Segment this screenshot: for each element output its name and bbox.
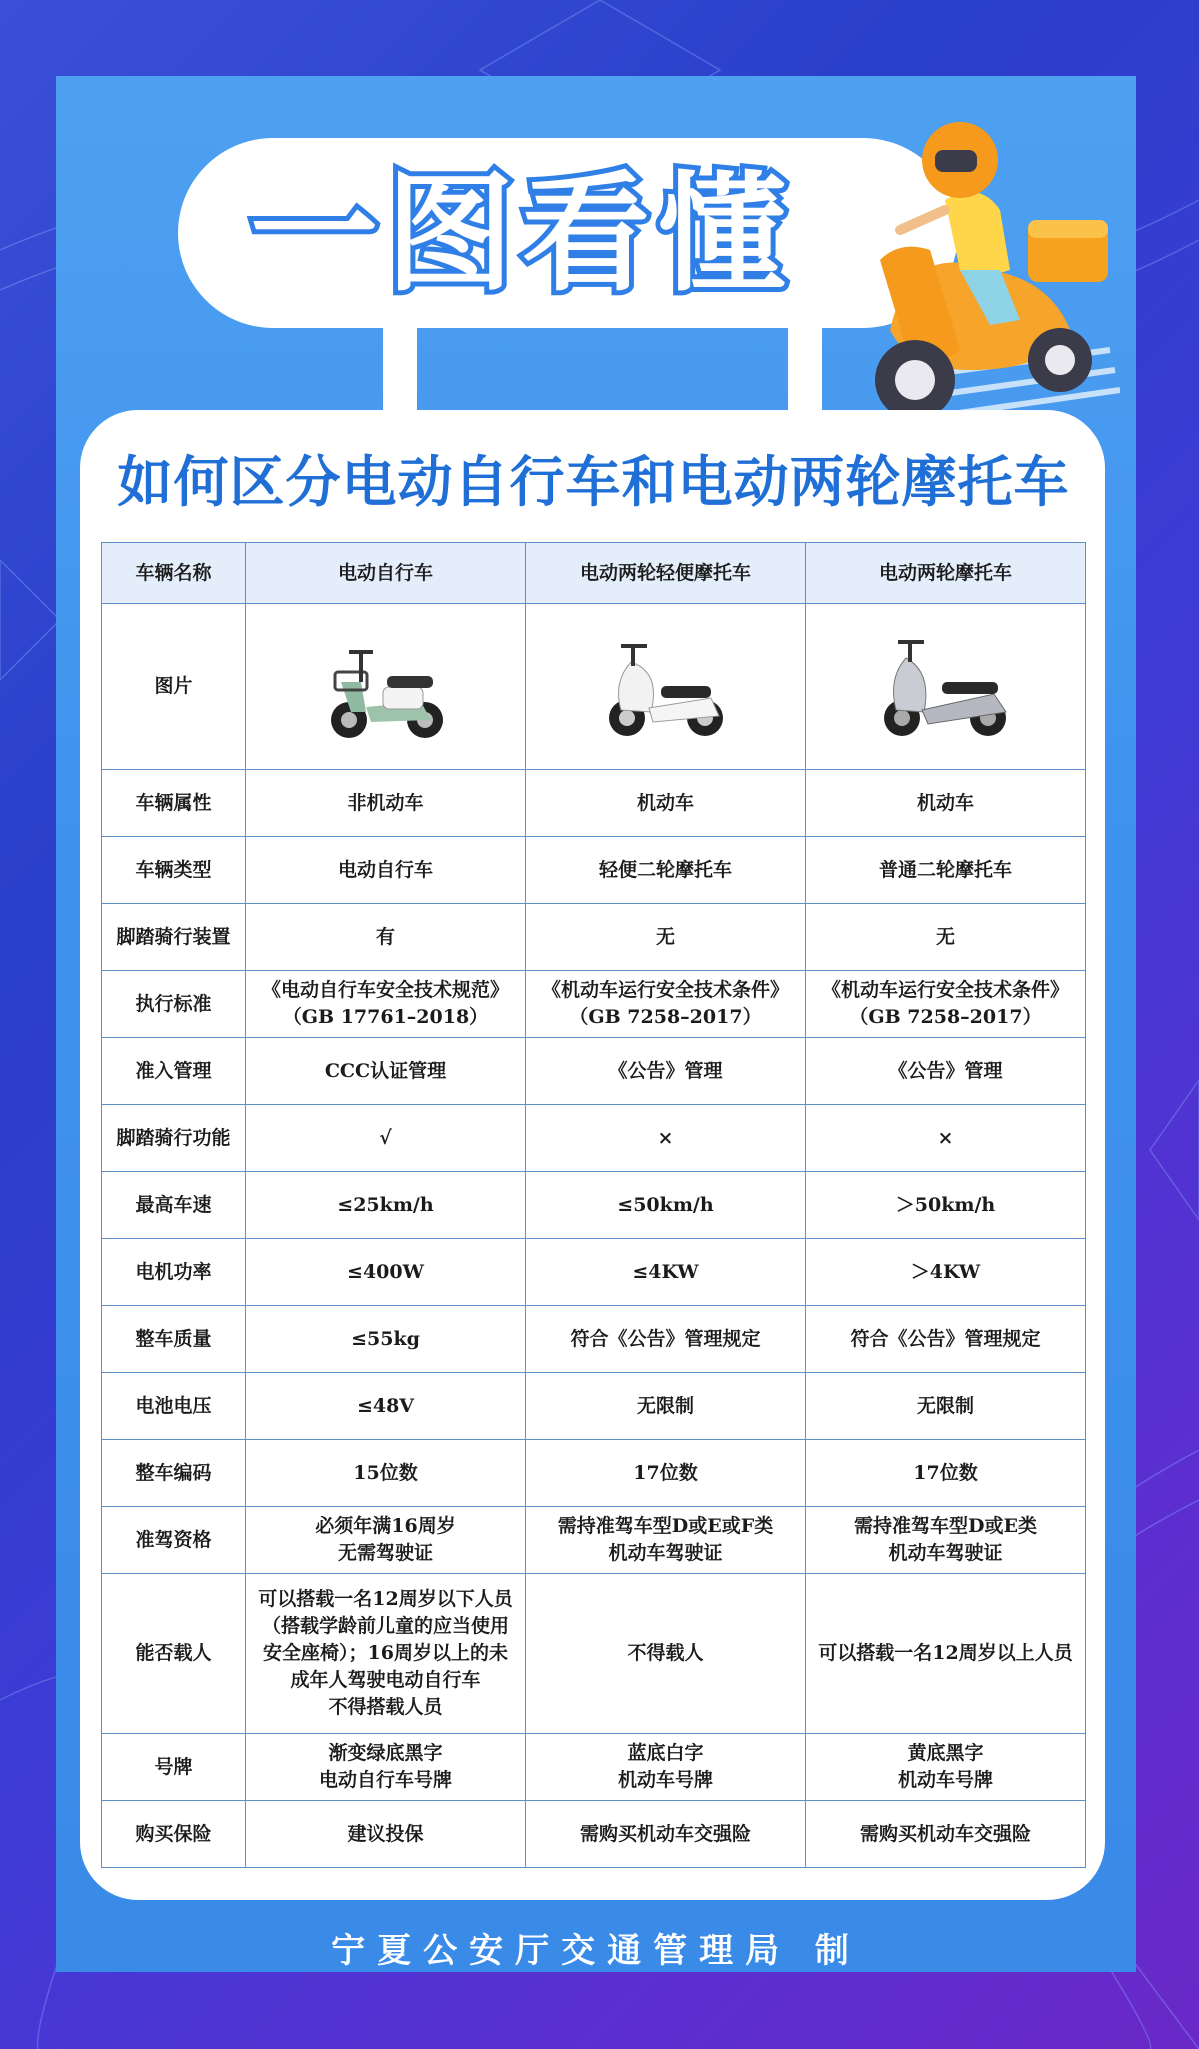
table-cell: × — [806, 1105, 1086, 1172]
table-cell: 电动自行车 — [246, 837, 526, 904]
table-row — [102, 1734, 1086, 1801]
table-row — [102, 1038, 1086, 1105]
table-cell: 《机动车运行安全技术条件》 （GB 7258–2017） — [806, 971, 1086, 1038]
table-row — [102, 1440, 1086, 1507]
row-label: 车辆属性 — [102, 770, 246, 837]
table-cell: CCC认证管理 — [246, 1038, 526, 1105]
table-row — [102, 1306, 1086, 1373]
table-cell: 不得载人 — [526, 1574, 806, 1734]
page-subtitle: 如何区分电动自行车和电动两轮摩托车 — [117, 450, 1070, 514]
table-cell: 轻便二轮摩托车 — [526, 837, 806, 904]
light-motorcycle-image — [526, 604, 806, 770]
table-body — [102, 770, 1086, 1868]
header-electric-bicycle: 电动自行车 — [246, 543, 526, 604]
table-cell: √ — [246, 1105, 526, 1172]
table-cell: ≤25km/h — [246, 1172, 526, 1239]
table-cell: 15位数 — [246, 1440, 526, 1507]
table-cell: 17位数 — [806, 1440, 1086, 1507]
table-cell: 可以搭载一名12周岁以下人员 （搭载学龄前儿童的应当使用 安全座椅）；16周岁以上的未 成年人驾驶电动自行车 不得搭载人员 — [246, 1574, 526, 1734]
table-row — [102, 971, 1086, 1038]
table-row — [102, 1172, 1086, 1239]
table-cell: 无 — [526, 904, 806, 971]
table-header-row — [102, 543, 1086, 604]
table-row — [102, 1507, 1086, 1574]
scooter-rider-illustration — [850, 120, 1120, 430]
table-row — [102, 1373, 1086, 1440]
row-label: 能否载人 — [102, 1574, 246, 1734]
table-cell: 需持准驾车型D或E或F类 机动车驾驶证 — [526, 1507, 806, 1574]
table-cell: ＞50km/h — [806, 1172, 1086, 1239]
row-label: 整车编码 — [102, 1440, 246, 1507]
row-label: 脚踏骑行装置 — [102, 904, 246, 971]
table-row — [102, 1105, 1086, 1172]
row-label: 整车质量 — [102, 1306, 246, 1373]
table-cell: 符合《公告》管理规定 — [526, 1306, 806, 1373]
row-label: 脚踏骑行功能 — [102, 1105, 246, 1172]
table-cell: ＞4KW — [806, 1239, 1086, 1306]
row-label: 购买保险 — [102, 1801, 246, 1868]
footer-credit: 宁夏公安厅交通管理局 制 — [331, 1931, 861, 1971]
table-cell: 普通二轮摩托车 — [806, 837, 1086, 904]
banner-title: 一图看懂 — [250, 160, 795, 309]
table-cell: 《电动自行车安全技术规范》 （GB 17761–2018） — [246, 971, 526, 1038]
table-cell: ≤55kg — [246, 1306, 526, 1373]
table-cell: 需购买机动车交强险 — [526, 1801, 806, 1868]
table-cell: 《公告》管理 — [806, 1038, 1086, 1105]
table-cell: ≤4KW — [526, 1239, 806, 1306]
row-label: 电机功率 — [102, 1239, 246, 1306]
table-cell: 有 — [246, 904, 526, 971]
table-cell: ≤400W — [246, 1239, 526, 1306]
table-cell: 17位数 — [526, 1440, 806, 1507]
table-cell: 必须年满16周岁 无需驾驶证 — [246, 1507, 526, 1574]
row-label: 执行标准 — [102, 971, 246, 1038]
table-row — [102, 1801, 1086, 1868]
table-cell: 机动车 — [806, 770, 1086, 837]
table-cell: 黄底黑字 机动车号牌 — [806, 1734, 1086, 1801]
table-cell: ≤48V — [246, 1373, 526, 1440]
table-cell: 《机动车运行安全技术条件》 （GB 7258–2017） — [526, 971, 806, 1038]
row-label: 图片 — [102, 604, 246, 770]
table-cell: × — [526, 1105, 806, 1172]
table-row — [102, 770, 1086, 837]
row-label: 准驾资格 — [102, 1507, 246, 1574]
table-cell: 机动车 — [526, 770, 806, 837]
table-cell: 需持准驾车型D或E类 机动车驾驶证 — [806, 1507, 1086, 1574]
comparison-table — [101, 542, 1086, 1868]
table-cell: 可以搭载一名12周岁以上人员 — [806, 1574, 1086, 1734]
table-row — [102, 1574, 1086, 1734]
table-cell: ≤50km/h — [526, 1172, 806, 1239]
table-cell: 非机动车 — [246, 770, 526, 837]
table-cell: 符合《公告》管理规定 — [806, 1306, 1086, 1373]
table-row — [102, 837, 1086, 904]
table-row-picture — [102, 604, 1086, 770]
table-row — [102, 1239, 1086, 1306]
row-label: 电池电压 — [102, 1373, 246, 1440]
table-row — [102, 904, 1086, 971]
row-label: 最高车速 — [102, 1172, 246, 1239]
banner-post-left — [383, 328, 417, 410]
table-cell: 无限制 — [526, 1373, 806, 1440]
table-cell: 无 — [806, 904, 1086, 971]
row-label: 准入管理 — [102, 1038, 246, 1105]
motorcycle-image — [806, 604, 1086, 770]
row-label: 号牌 — [102, 1734, 246, 1801]
header-light-motorcycle: 电动两轮轻便摩托车 — [526, 543, 806, 604]
table-cell: 渐变绿底黑字 电动自行车号牌 — [246, 1734, 526, 1801]
table-cell: 蓝底白字 机动车号牌 — [526, 1734, 806, 1801]
row-label: 车辆类型 — [102, 837, 246, 904]
electric-bicycle-image — [246, 604, 526, 770]
banner-post-right — [788, 328, 822, 410]
header-motorcycle: 电动两轮摩托车 — [806, 543, 1086, 604]
table-cell: 需购买机动车交强险 — [806, 1801, 1086, 1868]
header-vehicle-name: 车辆名称 — [102, 543, 246, 604]
table-cell: 建议投保 — [246, 1801, 526, 1868]
table-cell: 《公告》管理 — [526, 1038, 806, 1105]
table-cell: 无限制 — [806, 1373, 1086, 1440]
